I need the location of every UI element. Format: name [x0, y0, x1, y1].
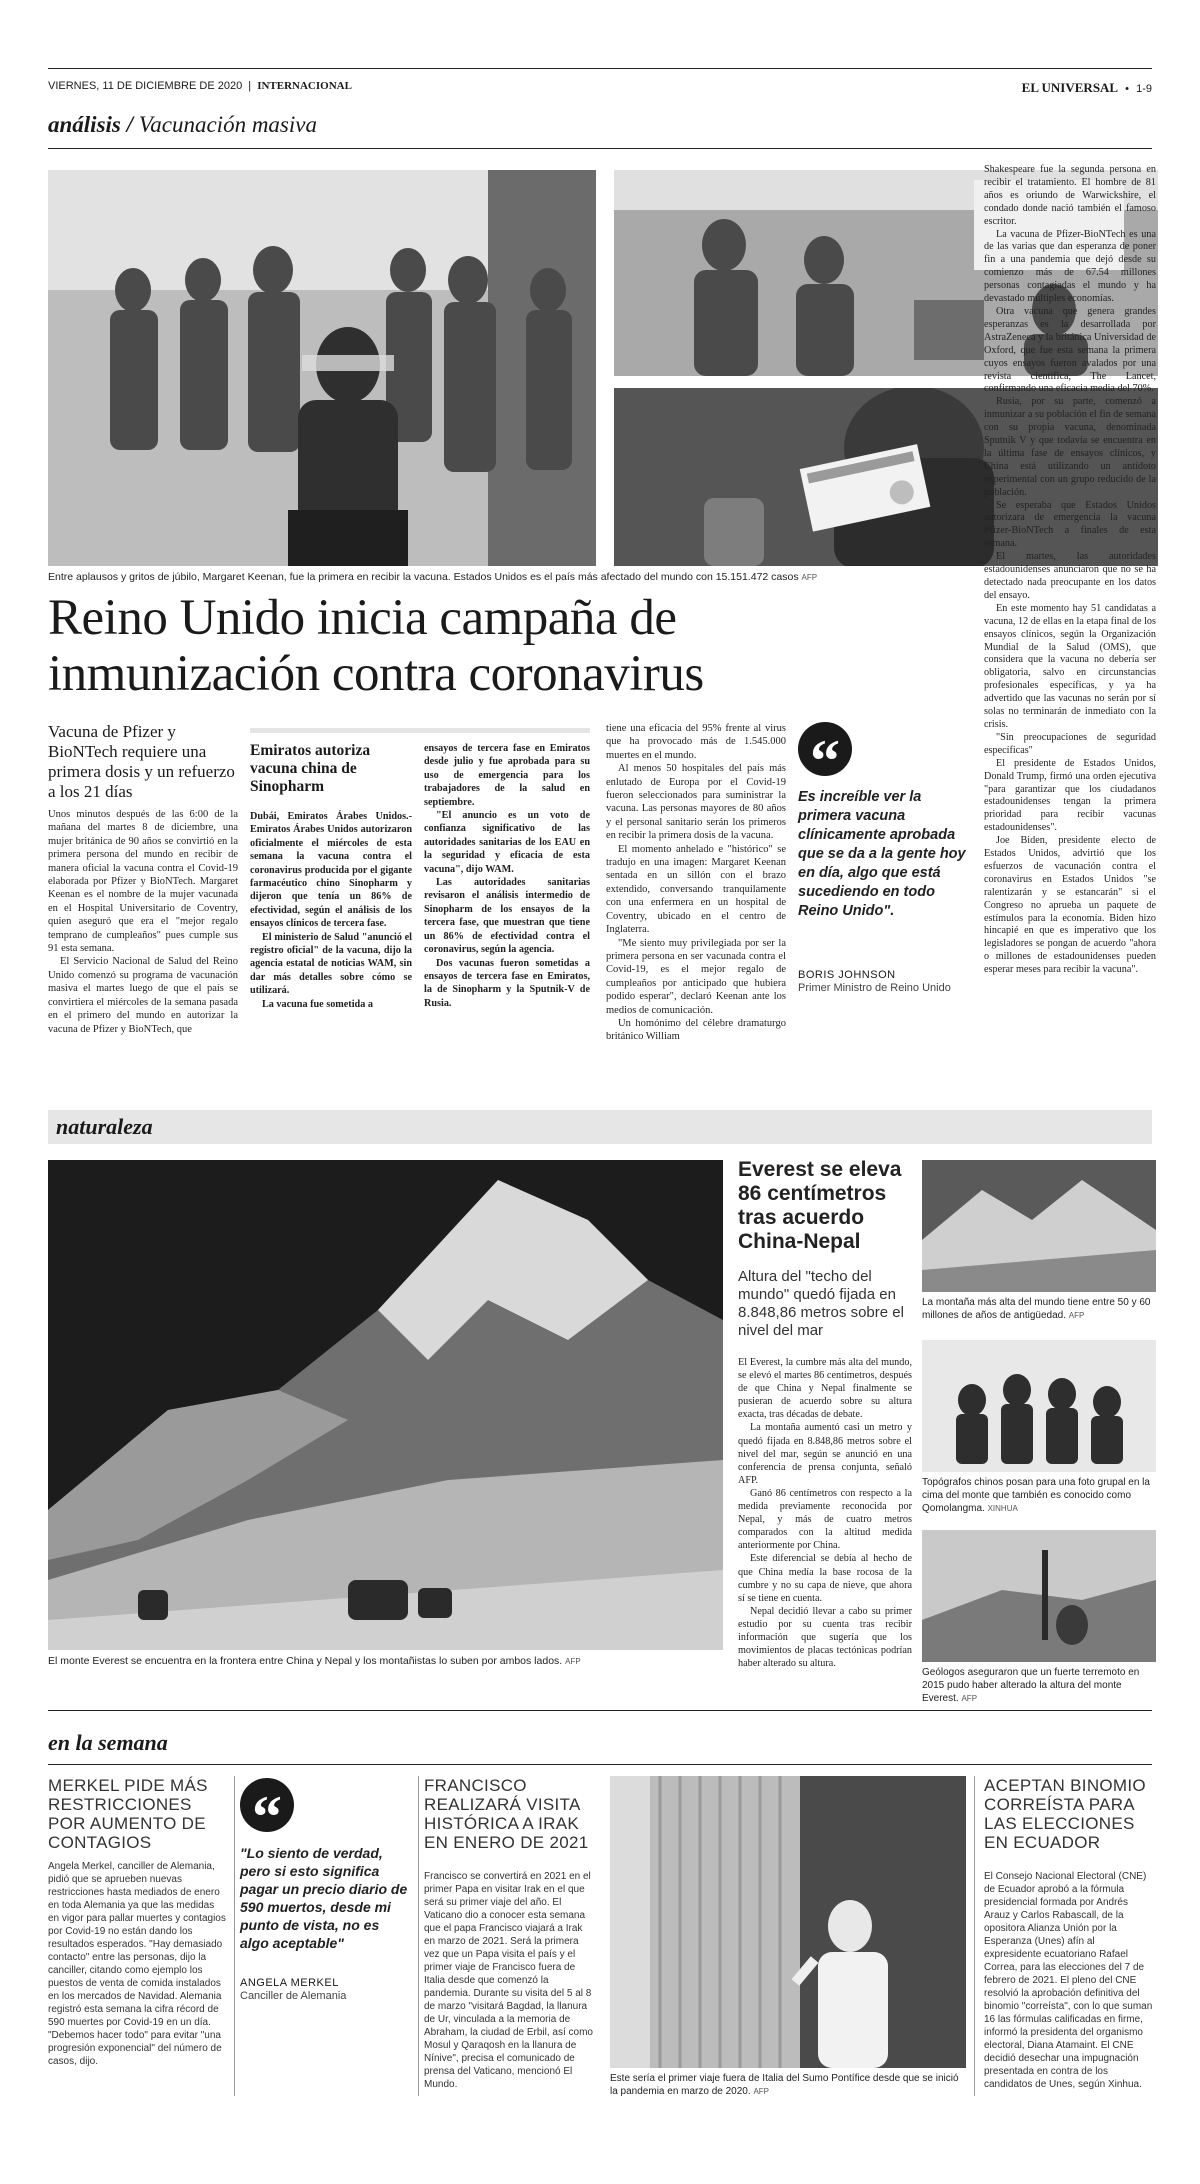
pope-caption: [610, 2072, 966, 2098]
folio-right: EL UNIVERSAL • 1-9: [1021, 80, 1152, 95]
francisco-body: Francisco se convertirá en 2021 en el primer Papa en visitar Irak en el que será su primer viaje del año. El Vaticano dio a conocer esta semana que el papa Francisco viajará a Irak en marzo de 2021. Será la primera vez que un Papa visita el país y el primer viaje de Francisco fuera de Italia desde que comenzó la pandemia. Durante su visita del 5 al 8 de marzo "visitará Bagdad, la llanura de Ur, vinculada a la memoria de Abraham, la ciudad de Erbil, así como Mosul y Qaraqosh en la llanura de Nínive", precisa el comunicado de prensa del Vaticano, mencionó El Mundo.: [424, 1871, 593, 2090]
col3-p2: Al menos 50 hospitales del país más enlutado de Europa por el Covid-19 fueron seleccionados para suministrar la vacuna. Las personas mayores de 80 años y el personal sanitario serán los primeros en recibir la primera dosis de la vacuna.: [606, 763, 786, 842]
col4-p7: En este momento hay 51 candidatas a vacuna, 12 de ellas en la etapa final de los ensayos clínicos, según la Organización Mundial de la Salud (OMS), que considera que la vacuna no debería ser obligatoria, salvo en circunstancias profesionales específicas, y ya ha advertido que las vacunas no serán por sí solas no terminarán de inmediato con la crisis.: [984, 602, 1156, 730]
sidebar-top-bar: [250, 728, 590, 733]
everest-headline: Everest se eleva 86 centímetros tras acuerdo China-Nepal: [738, 1158, 902, 1253]
everest-small-caption-1-credit: AFP: [1068, 1311, 1085, 1320]
merkel-quote-icon: “: [240, 1778, 294, 1832]
col4-p3: Otra vacuna que genera grandes esperanzas es la desarrollada por AstraZeneca y la británica Universidad de Oxford, que fue esta semana la primera cuyos ensayos fueron avalados por una revista científica, The Lancet, confirmando una eficacia media del 70%.: [984, 305, 1156, 395]
analysis-deck: Vacuna de Pfizer y BioNTech requiere una primera dosis y un refuerzo a los 21 días: [48, 722, 235, 801]
everest-small-caption-2-credit: XINHUA: [987, 1504, 1018, 1513]
merkel-quote-role: Canciller de Alemania: [240, 1990, 347, 2002]
everest-small-caption-3-text: Geólogos aseguraron que un fuerte terremoto en 2015 pudo haber alterado la altura del monte Everest.: [922, 1667, 1140, 1704]
sidebar-col1-p1: Dubái, Emiratos Árabes Unidos.- Emiratos Árabes Unidos autorizaron oficialmente el miércoles de esta semana la vacuna contra el coronavirus producida por el gigante farmacéutico chino Sinopharm y dijeron que tenía un 86% de efectividad, según el análisis de los ensayos clínicos de tercera fase.: [250, 811, 412, 930]
nature-section-bar: [48, 1110, 1152, 1144]
sidebar-col1-p2: El ministerio de Salud "anunció el registro oficial" de la vacuna, dijo la agencia estatal de noticias WAM, sin dar más detalles sobre cómo se utilizará.: [250, 931, 412, 997]
col4-p4: Rusia, por su parte, comenzó a inmunizar a su población el fin de semana con su propia vacuna, denominada Sputnik V y que todavía se encuentra en la última fase de ensayos clínicos, y China está utilizando un antídoto experimental con un grupo reducido de la población.: [984, 396, 1156, 498]
johnson-role: Primer Ministro de Reino Unido: [798, 982, 951, 994]
everest-small-caption-1-text: La montaña más alta del mundo tiene entre 50 y 60 millones de años de antigüedad.: [922, 1297, 1151, 1321]
col3-p5: Un homónimo del célebre dramaturgo británico William: [606, 1017, 786, 1043]
pope-caption-text: Este sería el primer viaje fuera de Italia del Sumo Pontífice desde que se inició la pandemia en marzo de 2020.: [610, 2073, 959, 2097]
folio-date: VIERNES, 11 DE DICIEMBRE DE 2020: [48, 80, 243, 92]
johnson-author: BORIS JOHNSON: [798, 969, 896, 981]
pope-photo: [610, 1776, 966, 2068]
everest-small-art-1: [922, 1160, 1156, 1292]
nature-section-label: naturaleza: [56, 1114, 153, 1139]
everest-body-p1: El Everest, la cumbre más alta del mundo, se elevó el martes 86 centímetros, después de que China y Nepal finalmente se pusieran de acuerdo sobre su altura exacta, tras décadas de debate.: [738, 1357, 912, 1421]
everest-body: [738, 1356, 912, 1670]
col4-p1: Shakespeare fue la segunda persona en recibir el tratamiento. El hombre de 81 años es oriundo de Warwickshire, el condado donde nació también el famoso escritor.: [984, 164, 1156, 227]
keenan-caption: [48, 570, 1148, 585]
everest-body-p2: La montaña aumentó casi un metro y quedó fijada en 8.848,86 metros sobre el nivel del mar, según se anunció en una conferencia de prensa conjunta, señaló AFP.: [738, 1422, 912, 1486]
everest-deck: Altura del "techo del mundo" quedó fijada en 8.848,86 metros sobre el nivel del mar: [738, 1268, 904, 1339]
everest-small-caption-3-credit: AFP: [961, 1694, 978, 1703]
analysis-col4: [984, 164, 1156, 977]
top-rule: [48, 68, 1152, 69]
week-section-label: en la semana: [48, 1730, 168, 1755]
sidebar-col2-p2: "El anuncio es un voto de confianza significativo de las autoridades sanitarias de los EAU en la seguridad y eficacia de esta vacuna", dijo WAM.: [424, 810, 590, 875]
sidebar-col2-p3: Las autoridades sanitarias revisaron el análisis intermedio de Sinopharm de los ensayos de la tercera fase, que muestran que tiene un 86% de efectividad contra el coronavirus, según la agencia.: [424, 877, 590, 956]
keenan-photo: [48, 170, 596, 566]
kicker-rule: [48, 148, 1152, 149]
folio-section: INTERNACIONAL: [257, 80, 352, 92]
col3-p4: "Me siento muy privilegiada por ser la primera persona en ser vacunada contra el Covid-19, es el mejor regalo de cumpleaños por anticipado que hubiera podido esperar", declaró Keenan ante los medios de comunicación.: [606, 937, 786, 1016]
sidebar-title: Emiratos autoriza vacuna china de Sinopharm: [250, 742, 371, 795]
analysis-headline: Reino Unido inicia campaña de inmunización contra coronavirus: [48, 590, 704, 702]
col3-p1: tiene una eficacia del 95% frente al virus que ha provocado más de 1.545.000 muertes en el mundo.: [606, 723, 786, 761]
everest-small-caption-2: [922, 1476, 1156, 1515]
everest-small-photo-3: [922, 1530, 1156, 1662]
col1-p1: Unos minutos después de las 6:00 de la mañana del martes 8 de diciembre, una mujer británica de 90 años se convirtió en la primera persona del mundo en recibir de manera oficial la vacuna contra el Covid-19 elaborada por Pfizer y BioNTech. Margaret Keenan es el nombre de la mujer vacunada en el Hospital Universitario de Coventry, quien aseguró que era el "mejor regalo temprano de cumpleaños" pues cumple sus 91 esta semana.: [48, 809, 238, 955]
everest-small-photo-1: [922, 1160, 1156, 1292]
keenan-caption-text: Entre aplausos y gritos de júbilo, Margaret Keenan, fue la primera en recibir la vacuna. Estados Unidos es el país más afectado del mundo con 15.151.472 casos: [48, 571, 799, 583]
sidebar-col1-p3: La vacuna fue sometida a: [262, 998, 373, 1010]
col4-p10: Joe Biden, presidente electo de Estados Unidos, advirtió que los esfuerzos de vacunación contra el coronavirus en Estados Unidos "se ralentizarán y se estancarán" si el Congreso no aprueba un paquete de estímulos para la economía. Biden hizo hincapié en que es imperativo que los legisladores se pongan de acuerdo "ahora o millones de estadounidenses pueden esperar meses para recibir la vacuna".: [984, 835, 1156, 976]
pope-caption-credit: AFP: [753, 2087, 769, 2096]
keenan-caption-credit: AFP: [801, 573, 818, 582]
everest-caption-credit: AFP: [565, 1657, 581, 1666]
ecuador-headline: ACEPTAN BINOMIO CORREÍSTA PARA LAS ELECCIONES EN ECUADOR: [984, 1776, 1146, 1852]
johnson-quote: Es increíble ver la primera vacuna clínicamente aprobada que se da a la gente hoy en día, algo que está sucediendo en todo Reino Unido".: [798, 789, 966, 919]
week-top-rule: [48, 1710, 1152, 1711]
merkel-quote: "Lo siento de verdad, pero si esto significa pagar un precio diario de 590 muertos, desde mi punto de vista, no es algo aceptable": [240, 1845, 408, 1951]
kicker-label: análisis /: [48, 112, 134, 137]
everest-body-p4: Este diferencial se debía al hecho de que China medía la base rocosa de la cumbre y no su capa de nieve, que ahora sí se tiene en cuenta.: [738, 1553, 912, 1604]
merkel-quote-author: ANGELA MERKEL: [240, 1977, 339, 1989]
kicker-topic: Vacunación masiva: [138, 112, 317, 137]
everest-small-art-2: [922, 1340, 1156, 1472]
week-divider-1: [234, 1776, 235, 2096]
folio-left: VIERNES, 11 DE DICIEMBRE DE 2020 | INTERNACIONAL: [48, 80, 352, 92]
col4-p5: Se esperaba que Estados Unidos autorizara de emergencia la vacuna Pfizer-BioNTech a finales de esta semana.: [984, 499, 1156, 550]
analysis-col1: [48, 808, 238, 1036]
everest-small-caption-3: [922, 1666, 1156, 1705]
week-bottom-rule: [48, 1764, 1152, 1765]
francisco-headline: FRANCISCO REALIZARÁ VISITA HISTÓRICA A IRAK EN ENERO DE 2021: [424, 1776, 589, 1852]
col4-p2: La vacuna de Pfizer-BioNTech es una de las varias que dan esperanza de poner fin a una pandemia que dejó desde su comienzo más de 67.54 millones personas contagiadas el mundo y ha devastado múltiples economías.: [984, 228, 1156, 305]
everest-photo-art: [48, 1160, 723, 1650]
sidebar-col2-p4: Dos vacunas fueron sometidas a ensayos de tercera fase en Emiratos, la de Sinopharm y la Sputnik-V de Rusia.: [424, 957, 590, 1009]
everest-small-caption-1: [922, 1296, 1156, 1322]
keenan-photo-art: [48, 170, 596, 566]
paper-name: EL UNIVERSAL: [1021, 80, 1119, 95]
col4-p8: "Sin preocupaciones de seguridad específicas": [984, 731, 1156, 756]
sidebar-col2-p1: ensayos de tercera fase en Emiratos desde julio y fue aprobada para su uso de emergencia para los trabajadores de la salud en septiembre.: [424, 743, 590, 808]
sidebar-col2: [424, 742, 590, 1010]
quote-icon: “: [798, 722, 852, 776]
week-divider-3: [974, 1776, 975, 2096]
merkel-headline: MERKEL PIDE MÁS RESTRICCIONES POR AUMENTO DE CONTAGIOS: [48, 1776, 208, 1852]
sidebar-col1: [250, 810, 412, 1011]
everest-body-p5: Nepal decidió llevar a cabo su primer estudio por su cuenta tras recibir información que sugería que los movimientos de placas tectónicas podrían haber alterado su altura.: [738, 1605, 912, 1670]
col4-p6: El martes, las autoridades estadounidenses anunciaron que no se ha detectado nada preocupante en los datos del ensayo.: [984, 551, 1156, 601]
week-divider-2: [418, 1776, 419, 2096]
everest-small-caption-2-text: Topógrafos chinos posan para una foto grupal en la cima del monte que también es conocido como Qomolangma.: [922, 1477, 1150, 1514]
ecuador-body: El Consejo Nacional Electoral (CNE) de Ecuador aprobó a la fórmula presidencial formada por Andrés Arauz y Carlos Rabascall, de la opositora Alianza Unión por la Esperanza (Unes) afín al expresidente ecuatoriano Rafael Correa, para las elecciones del 7 de febrero de 2021. El pleno del CNE resolvió la aprobación definitiva del binomio "correísta", con lo que suman 16 las fórmulas calificadas en firme, informó la presidenta del organismo electoral, Diana Atamaint. El CNE decidió desechar una impugnación presentada en contra de los candidatos de Unes, según Xinhua.: [984, 1871, 1153, 2090]
merkel-body: Angela Merkel, canciller de Alemania, pidió que se aprueben nuevas restricciones hasta mediados de enero en toda Alemania ya que las medidas en vigor para pallar muertes y contagios por Covid-19 no están dando los resultados esperados. "Hay demasiado contacto" entre las personas, dijo la canciller, citando como ejemplo los puestos de venta de comida instalados en los mercados de Navidad. Alemania registró esta semana la cifra récord de 590 muertes por Covid-19 en un día. "Debemos hacer todo" para evitar "una progresión exponencial" del número de casos, dijo.: [48, 1861, 226, 2067]
everest-photo: [48, 1160, 723, 1650]
col3-p3: El momento anhelado e "histórico" se tradujo en una imagen: Margaret Keenan sentada en un sillón con el brazo extendido, conversando tranquilamente con una enfermera en un hospital de Coventry, ubicado en el centro de Inglaterra.: [606, 843, 786, 936]
pope-photo-art: [610, 1776, 966, 2068]
everest-body-p3: Ganó 86 centímetros con respecto a la medida previamente reconocida por Nepal, y más de cuatro metros comparados con la altitud medida anteriormente por China.: [738, 1487, 912, 1552]
col4-p9: El presidente de Estados Unidos, Donald Trump, firmó una orden ejecutiva "para garantizar que los ciudadanos estadounidenses tengan la primera prioridad para recibir vacunas estadounidenses".: [984, 757, 1156, 834]
everest-caption-text: El monte Everest se encuentra en la frontera entre China y Nepal y los montañistas lo suben por ambos lados.: [48, 1655, 563, 1667]
col1-p2: El Servicio Nacional de Salud del Reino Unido comenzó su programa de vacunación masiva el martes luego de que el país se convirtiera el miércoles de la semana pasada en el primero del mundo en autorizar la vacuna de Pfizer y BioNTech, que: [48, 956, 238, 1035]
page-number: 1-9: [1136, 83, 1152, 95]
analysis-kicker: [48, 112, 317, 138]
everest-small-photo-2: [922, 1340, 1156, 1472]
analysis-col3: [606, 722, 786, 1044]
everest-small-art-3: [922, 1530, 1156, 1662]
everest-caption: [48, 1654, 728, 1669]
